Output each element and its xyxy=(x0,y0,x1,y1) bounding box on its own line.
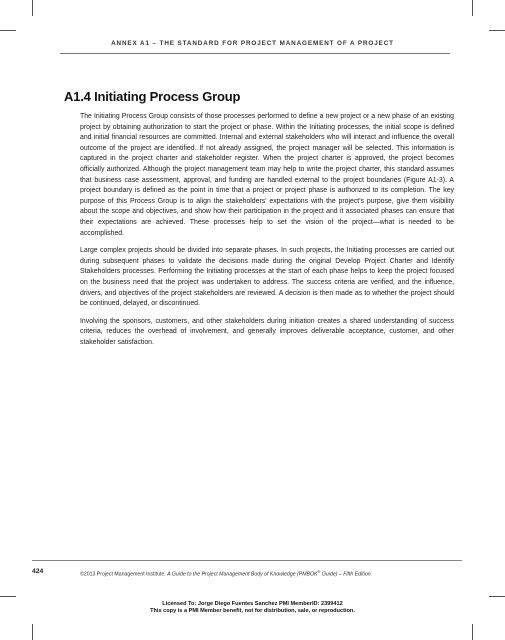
license-line-2: This copy is a PMI Member benefit, not for distribution, sale, or reproduction. xyxy=(150,608,355,614)
citation-tail: Guide) – Fifth Edition xyxy=(320,571,371,578)
footer-divider xyxy=(32,560,462,561)
footer-citation xyxy=(80,569,371,578)
license-notice xyxy=(0,601,505,615)
registered-mark: ® xyxy=(317,569,321,574)
running-header: ANNEX A1 – THE STANDARD FOR PROJECT MANAGEMENT OF A PROJECT xyxy=(111,40,394,47)
crop-mark-left-upper xyxy=(0,30,16,31)
crop-mark-bottom-right xyxy=(472,624,473,640)
section-title: A1.4 Initiating Process Group xyxy=(64,89,241,104)
crop-mark-top-left xyxy=(32,0,33,16)
license-line-1: Licensed To: Jorge Diego Fuentes Sanchez PMI MemberID: 2399412 xyxy=(162,601,343,607)
crop-mark-top-right xyxy=(472,0,473,16)
crop-mark-right-lower xyxy=(489,596,505,597)
paragraph-2: Large complex projects should be divided into separate phases. In such projects, the Initiating processes are carried out during subsequent phases to validate the decisions made during the original Develop Project Charter and Identify Stakeholders processes. Performing the Initiating processes at the start of each phase helps to keep the project focused on the business need that the project was undertaken to address. The success criteria are verified, and the influence, drivers, and objectives of the project stakeholders are reviewed. A decision is then made as to whether the project should be continued, delayed, or discontinued. xyxy=(80,247,454,308)
header-divider xyxy=(60,53,450,54)
crop-mark-bottom-left xyxy=(32,624,33,640)
copyright-text: ©2013 Project Management Institute. xyxy=(80,571,166,578)
paragraph-1: The Initiating Process Group consists of those processes performed to define a new project or a new phase of an existing project by obtaining authorization to start the project or phase. Within the Initiating processes, the initial scope is defined and initial financial resources are committed. Internal and external stakeholders who will interact and influence the overall outcome of the project are identified. If not already assigned, the project manager will be selected. This information is captured in the project charter and stakeholder register. When the project charter is approved, the project becomes officially authorized. Although the project management team may help to write the project charter, this standard assumes that business case assessment, approval, and funding are handled external to the project boundaries (Figure A1-3). A project boundary is defined as the point in time that a project or project phase is authorized to its completion. The key purpose of this Process Group is to align the stakeholders' expectations with the project's purpose, give them visibility about the scope and objectives, and show how their participation in the project and it associated phases can ensure that their expectations are achieved. These processes help to set the vision of the project—what is needed to be accomplished. xyxy=(80,113,454,237)
body-text xyxy=(80,112,454,355)
citation-title: A Guide to the Project Management Body of Knowledge (PMBOK xyxy=(167,571,318,578)
page-number: 424 xyxy=(32,568,44,575)
crop-mark-left-lower xyxy=(0,596,16,597)
paragraph-3: Involving the sponsors, customers, and other stakeholders during initiation creates a shared understanding of success criteria, reduces the overhead of involvement, and generally improves deliverable acceptance, customer, and other stakeholder satisfaction. xyxy=(80,317,454,346)
crop-mark-right-upper xyxy=(489,30,505,31)
